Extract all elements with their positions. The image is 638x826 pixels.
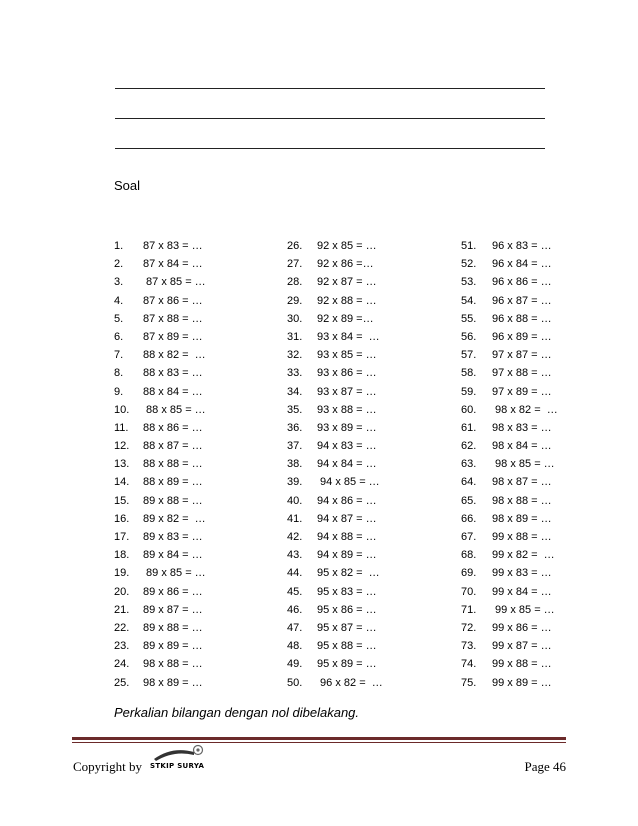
problem-expression: 93 x 85 = … [317,349,377,362]
problem-expression: 98 x 88 = … [492,494,552,507]
problem-number: 33. [287,367,303,380]
problem-number: 32. [287,349,303,362]
problem-expression: 89 x 88 = … [143,494,203,507]
problem-number: 6. [114,330,124,343]
problem-number: 11. [114,421,129,434]
problem-number: 3. [114,276,124,289]
problem-number: 64. [461,476,477,489]
problem-expression: 87 x 88 = … [143,312,203,325]
problem-number: 15. [114,494,130,507]
logo-emblem-icon [150,742,210,764]
problem-expression: 92 x 86 =… [317,258,374,271]
problem-expression: 88 x 86 = … [143,421,203,434]
problem-number: 57. [461,349,477,362]
problem-number: 51. [461,240,477,252]
problem-expression: 89 x 87 = … [143,603,203,616]
problem-expression: 92 x 87 = … [317,276,377,289]
problem-number: 17. [114,531,130,543]
problem-expression: 95 x 83 = … [317,585,377,598]
problem-expression: 96 x 88 = … [492,312,552,325]
problem-number: 28. [287,276,303,289]
problem-number: 10. [114,403,130,416]
problem-number: 2. [114,258,124,271]
problem-number: 30. [287,312,303,325]
section-heading: Soal [114,178,141,193]
problem-expression: 99 x 82 = … [492,549,555,562]
problem-number: 19. [114,567,130,580]
problem-expression: 98 x 88 = … [143,658,203,671]
problem-expression: 96 x 83 = … [492,240,552,252]
problem-number: 24. [114,658,130,671]
problem-expression: 88 x 88 = … [143,458,203,471]
problem-expression: 89 x 84 = … [143,549,203,562]
problem-expression: 96 x 87 = … [492,294,552,307]
problem-expression: 99 x 83 = … [492,567,552,580]
problem-expression: 89 x 89 = … [143,640,203,653]
problem-number: 21. [114,603,130,616]
problem-expression: 94 x 84 = … [317,458,377,471]
problem-expression: 92 x 89 =… [317,312,374,325]
problem-number: 35. [287,403,303,416]
problem-number: 5. [114,312,124,325]
problem-expression: 88 x 84 = … [143,385,203,398]
problem-expression: 89 x 88 = … [143,621,203,634]
problem-number: 55. [461,312,477,325]
problem-expression: 88 x 85 = … [143,403,206,416]
problem-number: 22. [114,621,130,634]
problem-expression: 87 x 83 = … [143,240,203,252]
problem-number: 47. [287,621,303,634]
problem-number: 49. [287,658,303,671]
problem-number: 53. [461,276,477,289]
problem-number: 56. [461,330,477,343]
problem-number: 23. [114,640,130,653]
problem-expression: 89 x 86 = … [143,585,203,598]
problem-number: 45. [287,585,303,598]
problem-number: 40. [287,494,303,507]
problem-expression: 97 x 89 = … [492,385,552,398]
problem-number: 44. [287,567,303,580]
problem-number: 1. [114,240,124,252]
problem-expression: 96 x 84 = … [492,258,552,271]
problem-expression: 89 x 83 = … [143,531,203,543]
problem-expression: 98 x 85 = … [492,458,555,471]
problem-expression: 89 x 82 = … [143,512,206,525]
problem-expression: 97 x 88 = … [492,367,552,380]
problem-number: 59. [461,385,477,398]
problem-expression: 95 x 87 = … [317,621,377,634]
problem-expression: 99 x 87 = … [492,640,552,653]
problem-expression: 99 x 84 = … [492,585,552,598]
problem-expression: 93 x 87 = … [317,385,377,398]
problem-expression: 94 x 83 = … [317,440,377,453]
footer-rule-thin [72,742,566,743]
copyright-text: Copyright by [73,759,142,774]
problem-number: 50. [287,676,303,689]
problem-expression: 98 x 87 = … [492,476,552,489]
problem-number: 67. [461,531,477,543]
problem-expression: 94 x 85 = … [317,476,380,489]
problem-expression: 88 x 89 = … [143,476,203,489]
problem-number: 54. [461,294,477,307]
problem-number: 14. [114,476,130,489]
answer-line-2 [115,118,545,119]
problem-number: 9. [114,385,124,398]
problem-expression: 87 x 84 = … [143,258,203,271]
problem-number: 25. [114,676,130,689]
problem-expression: 87 x 89 = … [143,330,203,343]
problem-number: 61. [461,421,477,434]
problem-number: 37. [287,440,303,453]
problem-expression: 95 x 89 = … [317,658,377,671]
problem-number: 8. [114,367,124,380]
problem-expression: 98 x 82 = … [492,403,558,416]
problem-number: 74. [461,658,477,671]
problem-number: 69. [461,567,477,580]
problem-number: 31. [287,330,303,343]
problem-expression: 87 x 86 = … [143,294,203,307]
problem-expression: 96 x 86 = … [492,276,552,289]
problem-expression: 93 x 84 = … [317,330,380,343]
footer-rule-thick [72,737,566,740]
problem-number: 4. [114,294,124,307]
problem-number: 12. [114,440,130,453]
problem-number: 71. [461,603,477,616]
problem-expression: 94 x 89 = … [317,549,377,562]
problem-number: 13. [114,458,130,471]
answer-line-1 [115,88,545,89]
problem-number: 63. [461,458,477,471]
problem-number: 46. [287,603,303,616]
problem-expression: 88 x 83 = … [143,367,203,380]
problem-number: 52. [461,258,477,271]
problem-expression: 94 x 88 = … [317,531,377,543]
problem-expression: 99 x 86 = … [492,621,552,634]
problem-expression: 93 x 86 = … [317,367,377,380]
problem-expression: 98 x 84 = … [492,440,552,453]
subsection-heading: Perkalian bilangan dengan nol dibelakang. [114,705,360,720]
problem-number: 16. [114,512,130,525]
problem-number: 7. [114,349,124,362]
problem-number: 62. [461,440,477,453]
answer-line-3 [115,148,545,149]
problem-expression: 96 x 82 = … [317,676,383,689]
problem-number: 43. [287,549,303,562]
problem-expression: 95 x 88 = … [317,640,377,653]
problem-number: 75. [461,676,477,689]
problem-number: 34. [287,385,303,398]
problem-number: 38. [287,458,303,471]
page-number: Page 46 [524,759,566,774]
problem-number: 58. [461,367,477,380]
problem-expression: 88 x 82 = … [143,349,206,362]
problem-expression: 94 x 87 = … [317,512,377,525]
problem-expression: 98 x 89 = … [492,512,552,525]
problem-number: 26. [287,240,303,252]
problem-number: 42. [287,531,303,543]
problem-expression: 92 x 88 = … [317,294,377,307]
problem-number: 39. [287,476,303,489]
problem-expression: 93 x 89 = … [317,421,377,434]
problem-number: 70. [461,585,477,598]
problem-number: 29. [287,294,303,307]
problem-expression: 88 x 87 = … [143,440,203,453]
problem-expression: 92 x 85 = … [317,240,377,252]
problem-number: 27. [287,258,303,271]
problem-expression: 95 x 82 = … [317,567,380,580]
problem-number: 48. [287,640,303,653]
problem-expression: 94 x 86 = … [317,494,377,507]
problem-expression: 87 x 85 = … [143,276,206,289]
problem-expression: 99 x 88 = … [492,531,552,543]
problem-number: 20. [114,585,130,598]
problem-expression: 98 x 83 = … [492,421,552,434]
problem-number: 66. [461,512,477,525]
problem-expression: 98 x 89 = … [143,676,203,689]
problem-expression: 97 x 87 = … [492,349,552,362]
problem-expression: 99 x 89 = … [492,676,552,689]
problem-expression: 99 x 88 = … [492,658,552,671]
problem-number: 72. [461,621,477,634]
problem-expression: 89 x 85 = … [143,567,206,580]
problem-number: 41. [287,512,303,525]
problem-number: 68. [461,549,477,562]
problem-expression: 93 x 88 = … [317,403,377,416]
problem-number: 73. [461,640,477,653]
problem-number: 65. [461,494,477,507]
problem-number: 18. [114,549,130,562]
problem-number: 36. [287,421,303,434]
problem-number: 60. [461,403,477,416]
problem-expression: 99 x 85 = … [492,603,555,616]
stkip-surya-logo [150,742,210,776]
logo-text: STKIP SURYA [150,762,205,770]
problem-expression: 95 x 86 = … [317,603,377,616]
problem-expression: 96 x 89 = … [492,330,552,343]
